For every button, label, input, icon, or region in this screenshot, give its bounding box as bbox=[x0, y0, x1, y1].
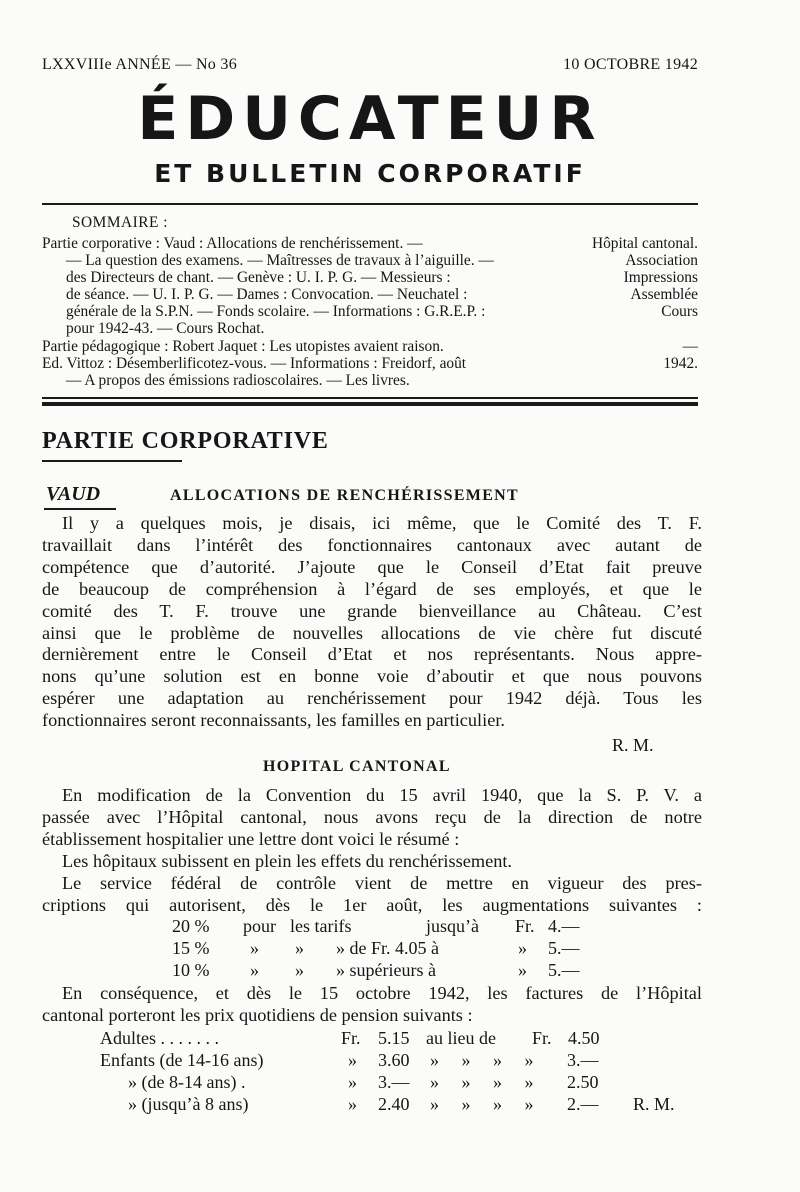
sommaire-line bbox=[42, 356, 698, 373]
article-heading-allocations: ALLOCATIONS DE RENCHÉRISSEMENT bbox=[170, 487, 519, 504]
sommaire-line bbox=[42, 270, 698, 287]
masthead-subtitle: ET BULLETIN CORPORATIF bbox=[154, 159, 586, 188]
sommaire-line-text: pour 1942-43. — Cours Rochat. bbox=[66, 319, 265, 337]
pension-signature: R. M. bbox=[633, 1094, 675, 1114]
sommaire-line bbox=[42, 373, 698, 390]
pension-cell-p1: 5.15 bbox=[378, 1028, 410, 1048]
issue-date: 10 OCTOBRE 1942 bbox=[563, 56, 698, 73]
text-line bbox=[42, 807, 702, 829]
sommaire-line-text: — La question des examens. — Maîtresses de travaux à l’aiguille. — bbox=[66, 251, 494, 269]
pension-cell-mid: » » » » bbox=[430, 1072, 534, 1092]
pension-cell-p2: 4.50 bbox=[568, 1028, 600, 1048]
text-line-content: criptions qui autorisent, dès le 1er août, les augmentations suivantes : bbox=[42, 894, 702, 915]
sommaire-rule-thick bbox=[42, 402, 698, 406]
tarif-cell-b: » bbox=[295, 960, 304, 980]
text-line-content: espérer une adaptation au renchérissement pour 1942 déjà. Tous les bbox=[42, 688, 702, 709]
canton-underline bbox=[44, 508, 116, 510]
pension-cell-cat: » (de 8-14 ans) . bbox=[128, 1072, 246, 1092]
sommaire-line-text: Partie pédagogique : Robert Jaquet : Les utopistes avaient raison. bbox=[42, 338, 444, 355]
text-line-content: dernièrement entre le Conseil d’Etat et nos représentants. Nous appre- bbox=[42, 644, 702, 665]
tarif-cell-fr: » bbox=[518, 938, 527, 958]
pension-cell-p2: 2.— bbox=[567, 1094, 599, 1114]
text-line bbox=[42, 895, 702, 917]
text-line bbox=[42, 710, 702, 732]
text-line-content: En modification de la Convention du 15 avril 1940, que la S. P. V. a bbox=[62, 785, 702, 805]
text-line-content: comité des T. F. trouve une grande bienveillance au Château. C’est bbox=[42, 600, 702, 621]
pension-cell-cat: Enfants (de 14-16 ans) bbox=[100, 1050, 264, 1070]
tarif-cell-c: jusqu’à bbox=[426, 916, 479, 936]
sommaire-line bbox=[42, 236, 698, 253]
sommaire-line bbox=[42, 339, 698, 356]
text-line bbox=[42, 1005, 702, 1027]
pension-cell-cat: » (jusqu’à 8 ans) bbox=[128, 1094, 249, 1114]
sommaire-line-end: Assemblée bbox=[630, 285, 698, 303]
text-line bbox=[42, 557, 702, 579]
masthead-rule bbox=[42, 203, 698, 205]
text-line-content: Il y a quelques mois, je disais, ici même, que le Comité des T. F. bbox=[62, 513, 702, 533]
tarif-cell-v: 5.— bbox=[548, 960, 580, 980]
pension-cell-p2: 2.50 bbox=[567, 1072, 599, 1092]
text-line-content: Les hôpitaux subissent en plein les effets du renchérissement. bbox=[62, 850, 512, 871]
sommaire-line-text: générale de la S.P.N. — Fonds scolaire. — Informations : G.R.E.P. : bbox=[66, 302, 486, 320]
sommaire-line-text: — A propos des émissions radioscolaires. — Les livres. bbox=[66, 371, 410, 389]
pension-cell-p1: 2.40 bbox=[378, 1094, 410, 1114]
tarif-cell-a: » bbox=[250, 938, 259, 958]
pension-cell-p1: 3.— bbox=[378, 1072, 410, 1092]
text-line bbox=[42, 688, 702, 710]
sommaire-line-end: Cours bbox=[661, 302, 698, 320]
text-line-content: Le service fédéral de contrôle vient de mettre en vigueur des pres- bbox=[62, 872, 702, 893]
article-hopital-body-2 bbox=[42, 983, 702, 1027]
sommaire-pedagogique bbox=[42, 339, 698, 390]
pension-cell-fr: » bbox=[348, 1072, 357, 1092]
masthead-title: ÉDUCATEUR bbox=[137, 84, 603, 154]
tarif-cell-fr: Fr. bbox=[515, 916, 535, 936]
section-title: PARTIE CORPORATIVE bbox=[42, 428, 329, 454]
text-line bbox=[42, 579, 702, 601]
sommaire-line-end: 1942. bbox=[663, 354, 698, 372]
text-line bbox=[42, 644, 702, 666]
pension-cell-mid: » » » » bbox=[430, 1050, 534, 1070]
tarif-cell-fr: » bbox=[518, 960, 527, 980]
text-line-content: établissement hospitalier une lettre dont voici le résumé : bbox=[42, 828, 460, 849]
pension-cell-cat: Adultes . . . . . . . bbox=[100, 1028, 219, 1048]
article-signature: R. M. bbox=[612, 735, 654, 755]
text-line bbox=[42, 873, 702, 895]
article-allocations-body bbox=[42, 513, 702, 732]
sommaire-line-text: de séance. — U. I. P. G. — Dames : Convocation. — Neuchatel : bbox=[66, 285, 468, 303]
pension-cell-fr2: Fr. bbox=[532, 1028, 552, 1048]
text-line bbox=[42, 623, 702, 645]
text-line bbox=[42, 513, 702, 535]
text-line-content: compétence que d’autorité. J’ajoute que le Conseil d’Etat fait preuve bbox=[42, 556, 702, 577]
text-line bbox=[42, 983, 702, 1005]
sommaire-line-text: Partie corporative : Vaud : Allocations de renchérissement. — bbox=[42, 235, 423, 252]
text-line-content: En conséquence, et dès le 15 octobre 1942, les factures de l’Hôpital bbox=[62, 983, 702, 1003]
tarif-cell-a: » bbox=[250, 960, 259, 980]
tarif-cell-pct: 15 % bbox=[172, 938, 210, 958]
sommaire-label: SOMMAIRE : bbox=[72, 214, 169, 231]
sommaire-line bbox=[42, 304, 698, 321]
sommaire-line-end: Impressions bbox=[623, 268, 698, 286]
sommaire-line-text: Ed. Vittoz : Désemberlificotez-vous. — Informations : Freidorf, août bbox=[42, 354, 467, 372]
tarif-cell-a: pour bbox=[243, 916, 276, 936]
text-line-content: cantonal porteront les prix quotidiens de pension suivants : bbox=[42, 1004, 473, 1025]
text-line-content: ainsi que le problème de nouvelles allocations de vie chère fut discuté bbox=[42, 622, 702, 643]
tarif-cell-b: les tarifs bbox=[290, 916, 352, 936]
text-line-content: de beaucoup de compréhension à l’égard de ses employés, et que le bbox=[42, 578, 702, 599]
text-line bbox=[42, 785, 702, 807]
issue-number: LXXVIIIe ANNÉE — No 36 bbox=[42, 56, 238, 73]
sommaire-rule-thin bbox=[42, 397, 698, 399]
text-line bbox=[42, 535, 702, 557]
pension-cell-mid: » » » » bbox=[430, 1094, 534, 1114]
tarif-cell-pct: 10 % bbox=[172, 960, 210, 980]
tarif-cell-v: 4.— bbox=[548, 916, 580, 936]
sommaire-line bbox=[42, 287, 698, 304]
pension-cell-p2: 3.— bbox=[567, 1050, 599, 1070]
text-line-content: passée avec l’Hôpital cantonal, nous avons reçu de la direction de notre bbox=[42, 806, 702, 827]
pension-cell-fr: Fr. bbox=[341, 1028, 361, 1048]
tarif-cell-pct: 20 % bbox=[172, 916, 210, 936]
text-line bbox=[42, 601, 702, 623]
tarif-cell-v: 5.— bbox=[548, 938, 580, 958]
pension-cell-p1: 3.60 bbox=[378, 1050, 410, 1070]
pension-cell-fr: » bbox=[348, 1094, 357, 1114]
sommaire-line-end: Association bbox=[625, 251, 698, 269]
text-line bbox=[42, 829, 702, 851]
article-heading-hopital: HOPITAL CANTONAL bbox=[263, 758, 451, 775]
canton-label: VAUD bbox=[46, 483, 101, 505]
sommaire-corporative bbox=[42, 236, 698, 337]
sommaire-line-end: — bbox=[682, 338, 698, 355]
text-line bbox=[42, 666, 702, 688]
text-line-content: fonctionnaires seront reconnaissants, les familles en particulier. bbox=[42, 710, 505, 731]
section-title-rule bbox=[42, 460, 182, 462]
sommaire-line bbox=[42, 253, 698, 270]
text-line bbox=[42, 851, 702, 873]
sommaire-line-end: Hôpital cantonal. bbox=[592, 235, 698, 252]
sommaire-line bbox=[42, 321, 698, 338]
tarif-cell-b: » bbox=[295, 938, 304, 958]
text-line-content: nons qu’une solution est en bonne voie d’aboutir et que nous pouvons bbox=[42, 666, 702, 687]
tarif-cell-c: » de Fr. 4.05 à bbox=[336, 938, 439, 958]
tarif-cell-c: » supérieurs à bbox=[336, 960, 436, 980]
sommaire-line-text: des Directeurs de chant. — Genève : U. I. P. G. — Messieurs : bbox=[66, 268, 451, 286]
pension-cell-mid: au lieu de bbox=[426, 1028, 496, 1048]
pension-cell-fr: » bbox=[348, 1050, 357, 1070]
article-hopital-body bbox=[42, 785, 702, 916]
text-line-content: travaillait dans l’intérêt des fonctionnaires cantonaux avec autant de bbox=[42, 534, 702, 555]
